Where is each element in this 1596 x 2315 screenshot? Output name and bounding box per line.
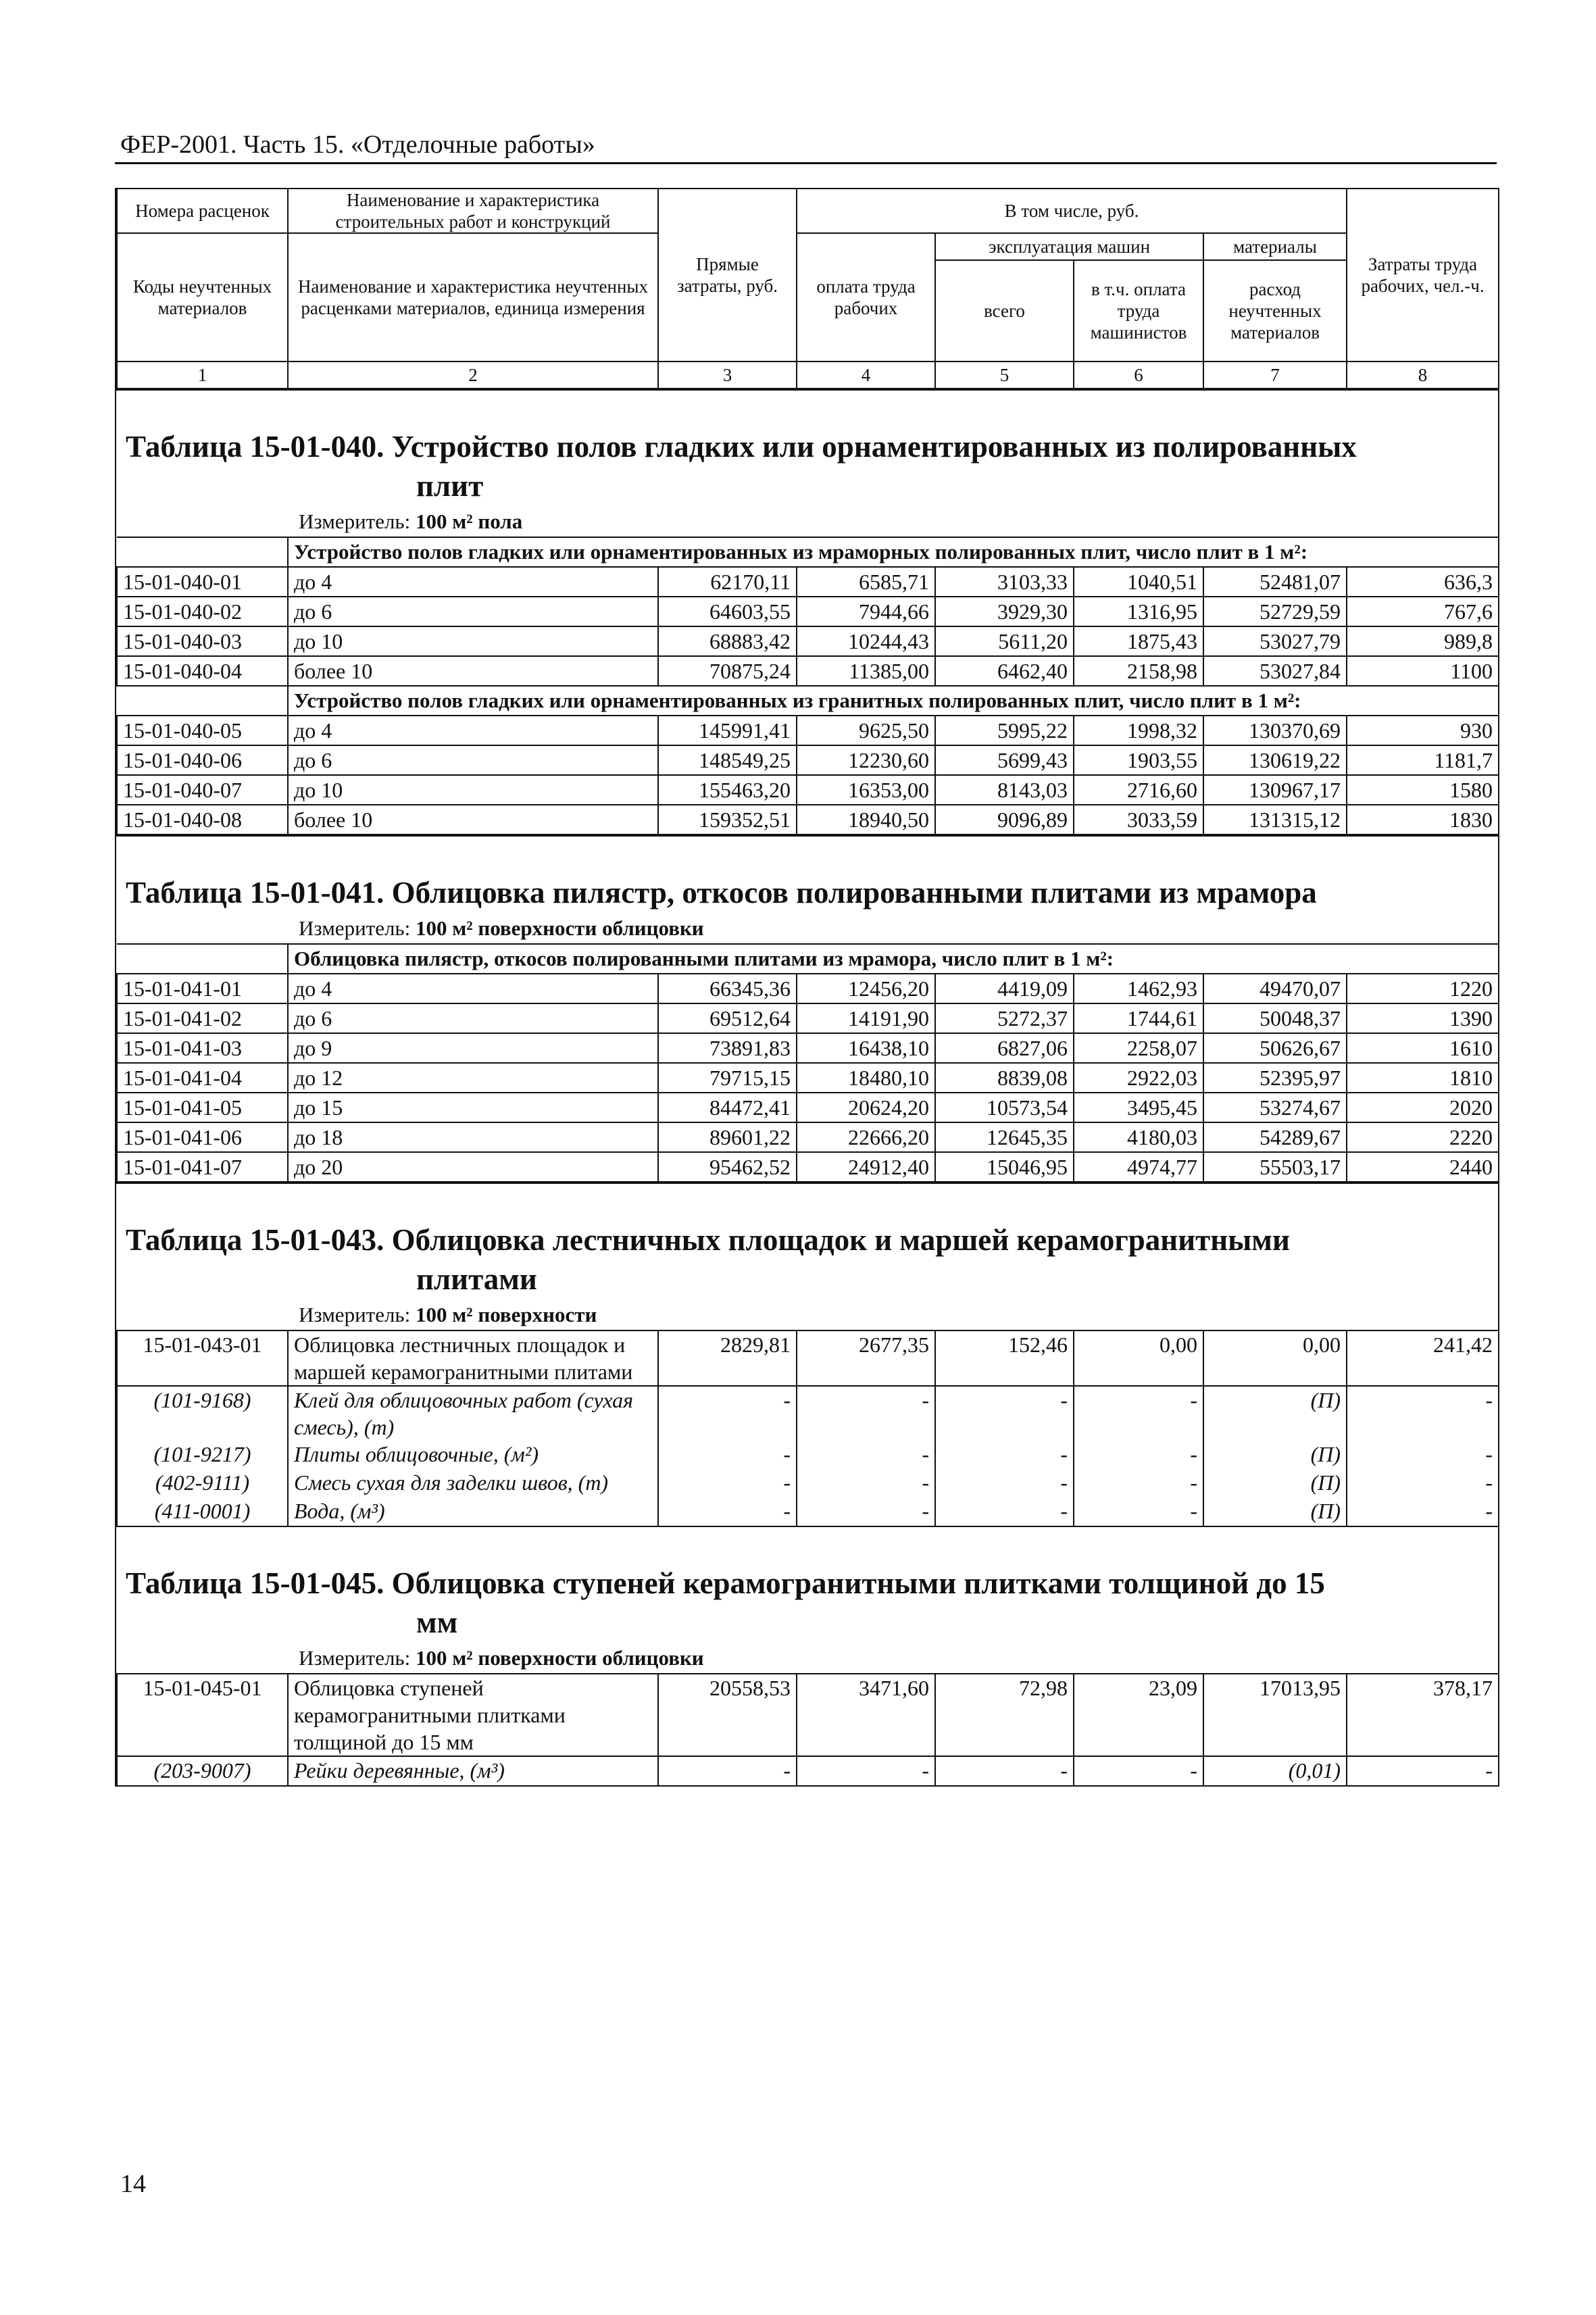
- cell: (411-0001): [117, 1497, 288, 1526]
- table-row: [117, 1063, 1499, 1093]
- cell: до 12: [288, 1063, 658, 1093]
- cell: -: [1347, 1441, 1499, 1469]
- cell: 52395,97: [1203, 1063, 1347, 1093]
- cell: 2716,60: [1074, 775, 1203, 805]
- cell: -: [1074, 1469, 1203, 1497]
- cell: 930: [1347, 716, 1499, 745]
- cell: 3471,60: [797, 1674, 935, 1756]
- cell: до 10: [288, 775, 658, 805]
- cell: 8839,08: [935, 1063, 1074, 1093]
- table-title-line1: Таблица 15-01-043. Облицовка лестничных площадок и маршей керамогранитными: [126, 1223, 1290, 1257]
- cell: 53027,84: [1203, 656, 1347, 686]
- cell: 2829,81: [658, 1330, 797, 1386]
- cell: 15-01-040-08: [117, 805, 288, 835]
- cell: (203-9007): [117, 1756, 288, 1785]
- cell: -: [797, 1441, 935, 1469]
- table-title: [116, 1201, 1498, 1299]
- cell: 12456,20: [797, 974, 935, 1003]
- cell: до 20: [288, 1152, 658, 1182]
- cell: 22666,20: [797, 1122, 935, 1152]
- cell: 152,46: [935, 1330, 1074, 1386]
- cell: -: [1074, 1497, 1203, 1526]
- cell: 4180,03: [1074, 1122, 1203, 1152]
- cell: 15-01-040-05: [117, 716, 288, 745]
- cell: 49470,07: [1203, 974, 1347, 1003]
- cell: 148549,25: [658, 745, 797, 775]
- cell: 16438,10: [797, 1033, 935, 1063]
- cell: 15-01-041-02: [117, 1003, 288, 1033]
- cell: до 15: [288, 1093, 658, 1122]
- col-number: 7: [1203, 362, 1347, 389]
- table-row: [117, 716, 1499, 745]
- group-label: Устройство полов гладких или орнаментированных из гранитных полированных плит, число плит в 1 м²:: [288, 686, 1499, 716]
- col4-header: оплата труда рабочих: [797, 233, 935, 362]
- cell: -: [1347, 1469, 1499, 1497]
- cell: 4974,77: [1074, 1152, 1203, 1182]
- cell: -: [797, 1756, 935, 1785]
- cell: 3033,59: [1074, 805, 1203, 835]
- table-row: [117, 974, 1499, 1003]
- cell: 1181,7: [1347, 745, 1499, 775]
- cell: до 4: [288, 974, 658, 1003]
- cell: -: [658, 1469, 797, 1497]
- cell: 15-01-040-03: [117, 626, 288, 656]
- cell: (101-9217): [117, 1441, 288, 1469]
- cell: 3929,30: [935, 597, 1074, 626]
- cell: 15-01-040-01: [117, 567, 288, 597]
- cell: более 10: [288, 805, 658, 835]
- cell: 24912,40: [797, 1152, 935, 1182]
- cell: 1810: [1347, 1063, 1499, 1093]
- cell: 69512,64: [658, 1003, 797, 1033]
- page-header: ФЕР-2001. Часть 15. «Отделочные работы»: [120, 130, 595, 159]
- cell: 0,00: [1203, 1330, 1347, 1386]
- cell: 10244,43: [797, 626, 935, 656]
- table-row: [117, 597, 1499, 626]
- table-row: [117, 1152, 1499, 1182]
- cell: 5699,43: [935, 745, 1074, 775]
- cell: 2020: [1347, 1093, 1499, 1122]
- cell: (0,01): [1203, 1756, 1347, 1785]
- cell: 52481,07: [1203, 567, 1347, 597]
- materials-header: материалы: [1203, 233, 1347, 260]
- cell: 767,6: [1347, 597, 1499, 626]
- col-number: 1: [117, 362, 288, 389]
- cell: 15-01-041-04: [117, 1063, 288, 1093]
- measure-value: 100 м² поверхности облицовки: [415, 1646, 704, 1670]
- cell: до 6: [288, 745, 658, 775]
- cell: 53274,67: [1203, 1093, 1347, 1122]
- cell: 1040,51: [1074, 567, 1203, 597]
- table-row: [117, 1122, 1499, 1152]
- cell: 15-01-041-03: [117, 1033, 288, 1063]
- cell: 1610: [1347, 1033, 1499, 1063]
- col7-header: расход неучтенных материалов: [1203, 260, 1347, 362]
- cell: 18940,50: [797, 805, 935, 835]
- col6-header: в т.ч. оплата труда машинистов: [1074, 260, 1203, 362]
- cell: 145991,41: [658, 716, 797, 745]
- measure-label: Измеритель:: [299, 1646, 411, 1670]
- machines-header: эксплуатация машин: [935, 233, 1203, 260]
- table-row: [117, 745, 1499, 775]
- cell: 52729,59: [1203, 597, 1347, 626]
- cell: 95462,52: [658, 1152, 797, 1182]
- material-row: [117, 1441, 1499, 1469]
- cell: 12645,35: [935, 1122, 1074, 1152]
- cell: 64603,55: [658, 597, 797, 626]
- cell: 378,17: [1347, 1674, 1499, 1756]
- table-title-line2: плитами: [416, 1262, 537, 1296]
- page-number: 14: [120, 2170, 146, 2198]
- cell: -: [1074, 1441, 1203, 1469]
- cell: -: [797, 1469, 935, 1497]
- group-header-row: [117, 944, 1499, 974]
- cell: -: [658, 1497, 797, 1526]
- measure-unit: [116, 1642, 1498, 1673]
- measure-unit: [116, 505, 1498, 537]
- cell: более 10: [288, 656, 658, 686]
- cell: 5995,22: [935, 716, 1074, 745]
- cell: 50048,37: [1203, 1003, 1347, 1033]
- cell: 1316,95: [1074, 597, 1203, 626]
- cell: 1998,32: [1074, 716, 1203, 745]
- cell: 14191,90: [797, 1003, 935, 1033]
- cell: 9096,89: [935, 805, 1074, 835]
- material-row: [117, 1469, 1499, 1497]
- cell: до 4: [288, 567, 658, 597]
- table-row: [117, 1033, 1499, 1063]
- cell: 15-01-041-07: [117, 1152, 288, 1182]
- cell: 2677,35: [797, 1330, 935, 1386]
- cell: 11385,00: [797, 656, 935, 686]
- column-numbers-row: [117, 362, 1499, 389]
- table-row: [117, 1674, 1499, 1756]
- cell: 15-01-041-06: [117, 1122, 288, 1152]
- table-title-line1: Таблица 15-01-040. Устройство полов гладких или орнаментированных из полированных: [126, 430, 1357, 464]
- col1-header-bottom: Коды неучтенных материалов: [117, 233, 288, 362]
- group-label: Облицовка пилястр, откосов полированными плитами из мрамора, число плит в 1 м²:: [288, 944, 1499, 974]
- cell: 70875,24: [658, 656, 797, 686]
- cell: 9625,50: [797, 716, 935, 745]
- measure-unit: [116, 1299, 1498, 1330]
- cell: (П): [1203, 1441, 1347, 1469]
- cell: 15-01-041-05: [117, 1093, 288, 1122]
- cell: 79715,15: [658, 1063, 797, 1093]
- cell: 8143,03: [935, 775, 1074, 805]
- cell: 159352,51: [658, 805, 797, 835]
- cell: 84472,41: [658, 1093, 797, 1122]
- cell: (101-9168): [117, 1386, 288, 1441]
- group-header-row: [117, 686, 1499, 716]
- cell: 68883,42: [658, 626, 797, 656]
- table-title-line1: Таблица 15-01-041. Облицовка пилястр, откосов полированными плитами из мрамора: [126, 876, 1317, 910]
- included-header: В том числе, руб.: [797, 189, 1347, 233]
- price-table: [116, 537, 1499, 835]
- cell: -: [797, 1386, 935, 1441]
- table-row: [117, 805, 1499, 835]
- cell: 5611,20: [935, 626, 1074, 656]
- cell: 241,42: [1347, 1330, 1499, 1386]
- cell: -: [797, 1497, 935, 1526]
- cell: 130967,17: [1203, 775, 1347, 805]
- table-title: [116, 408, 1498, 505]
- cell: 130370,69: [1203, 716, 1347, 745]
- cell: 15-01-045-01: [117, 1674, 288, 1756]
- cell: -: [935, 1756, 1074, 1785]
- table-title-line1: Таблица 15-01-045. Облицовка ступеней керамогранитными плитками толщиной до 15: [126, 1566, 1325, 1600]
- cell: до 6: [288, 597, 658, 626]
- cell: (402-9111): [117, 1469, 288, 1497]
- measure-value: 100 м² поверхности: [415, 1303, 597, 1326]
- measure-value: 100 м² пола: [415, 509, 523, 533]
- cell: 54289,67: [1203, 1122, 1347, 1152]
- col1-header-top: Номера расценок: [117, 189, 288, 233]
- cell: 5272,37: [935, 1003, 1074, 1033]
- cell: до 4: [288, 716, 658, 745]
- cell: 1462,93: [1074, 974, 1203, 1003]
- cell: 6827,06: [935, 1033, 1074, 1063]
- cell: 155463,20: [658, 775, 797, 805]
- cell: 17013,95: [1203, 1674, 1347, 1756]
- table-row: [117, 775, 1499, 805]
- col-number: 3: [658, 362, 797, 389]
- cell: 62170,11: [658, 567, 797, 597]
- cell: -: [935, 1469, 1074, 1497]
- table-title: [116, 1545, 1498, 1642]
- col-number: 5: [935, 362, 1074, 389]
- cell: -: [935, 1441, 1074, 1469]
- cell: 15046,95: [935, 1152, 1074, 1182]
- cell: -: [1347, 1756, 1499, 1785]
- cell: 12230,60: [797, 745, 935, 775]
- cell: (П): [1203, 1497, 1347, 1526]
- material-row: [117, 1497, 1499, 1526]
- measure-unit: [116, 912, 1498, 943]
- cell: Рейки деревянные, (м³): [288, 1756, 658, 1785]
- cell: 10573,54: [935, 1093, 1074, 1122]
- cell: 1903,55: [1074, 745, 1203, 775]
- cell: 15-01-040-02: [117, 597, 288, 626]
- col2-header-bottom: Наименование и характеристика неучтенных расценками материалов, единица измерения: [288, 233, 658, 362]
- col-number: 8: [1347, 362, 1499, 389]
- cell: 1744,61: [1074, 1003, 1203, 1033]
- cell: Смесь сухая для заделки швов, (т): [288, 1469, 658, 1497]
- cell: 15-01-040-04: [117, 656, 288, 686]
- document-body: [115, 188, 1499, 1787]
- cell: 7944,66: [797, 597, 935, 626]
- cell: 2220: [1347, 1122, 1499, 1152]
- cell: -: [658, 1756, 797, 1785]
- table-title-line2: мм: [416, 1605, 458, 1639]
- cell: 1580: [1347, 775, 1499, 805]
- cell: 20558,53: [658, 1674, 797, 1756]
- cell: 4419,09: [935, 974, 1074, 1003]
- cell: 18480,10: [797, 1063, 935, 1093]
- cell: -: [1074, 1756, 1203, 1785]
- cell: (П): [1203, 1386, 1347, 1441]
- table-row: [117, 626, 1499, 656]
- cell: 66345,36: [658, 974, 797, 1003]
- cell: 72,98: [935, 1674, 1074, 1756]
- col-number: 2: [288, 362, 658, 389]
- header-rule: [115, 162, 1497, 164]
- table-row: [117, 1330, 1499, 1386]
- table-title-line2: плит: [416, 469, 484, 503]
- cell: -: [658, 1386, 797, 1441]
- cell: 131315,12: [1203, 805, 1347, 835]
- cell: 20624,20: [797, 1093, 935, 1122]
- sections-container: [116, 389, 1498, 1785]
- cell: 636,3: [1347, 567, 1499, 597]
- cell: 16353,00: [797, 775, 935, 805]
- col5-header: всего: [935, 260, 1074, 362]
- cell: 3495,45: [1074, 1093, 1203, 1122]
- table-row: [117, 656, 1499, 686]
- cell: Облицовка ступеней керамогранитными плитками толщиной до 15 мм: [288, 1674, 658, 1756]
- cell: Облицовка лестничных площадок и маршей керамогранитными плитами: [288, 1330, 658, 1386]
- table-row: [117, 1003, 1499, 1033]
- cell: 1390: [1347, 1003, 1499, 1033]
- cell: Вода, (м³): [288, 1497, 658, 1526]
- col3-header: Прямые затраты, руб.: [658, 189, 797, 362]
- cell: 2158,98: [1074, 656, 1203, 686]
- table-row: [117, 1093, 1499, 1122]
- group-spacer: [117, 537, 288, 567]
- col-number: 4: [797, 362, 935, 389]
- measure-label: Измеритель:: [299, 509, 411, 533]
- cell: -: [935, 1497, 1074, 1526]
- table-row: [117, 567, 1499, 597]
- cell: до 9: [288, 1033, 658, 1063]
- cell: -: [1347, 1497, 1499, 1526]
- cell: 2258,07: [1074, 1033, 1203, 1063]
- cell: 15-01-040-06: [117, 745, 288, 775]
- cell: 0,00: [1074, 1330, 1203, 1386]
- cell: 1875,43: [1074, 626, 1203, 656]
- cell: до 10: [288, 626, 658, 656]
- cell: 1220: [1347, 974, 1499, 1003]
- measure-label: Измеритель:: [299, 916, 411, 940]
- cell: 73891,83: [658, 1033, 797, 1063]
- table-title: [116, 854, 1498, 912]
- cell: 6462,40: [935, 656, 1074, 686]
- group-header-row: [117, 537, 1499, 567]
- measure-value: 100 м² поверхности облицовки: [415, 916, 704, 940]
- group-label: Устройство полов гладких или орнаментированных из мраморных полированных плит, число плит в 1 м²:: [288, 537, 1499, 567]
- col8-header: Затраты труда рабочих, чел.-ч.: [1347, 189, 1499, 362]
- cell: -: [935, 1386, 1074, 1441]
- col-number: 6: [1074, 362, 1203, 389]
- cell: 15-01-043-01: [117, 1330, 288, 1386]
- cell: 53027,79: [1203, 626, 1347, 656]
- cell: 6585,71: [797, 567, 935, 597]
- group-spacer: [117, 944, 288, 974]
- cell: 1830: [1347, 805, 1499, 835]
- price-table: [116, 943, 1499, 1183]
- price-table-043: [116, 1330, 1499, 1526]
- column-header-table: [116, 188, 1499, 389]
- cell: (П): [1203, 1469, 1347, 1497]
- cell: 23,09: [1074, 1674, 1203, 1756]
- cell: Клей для облицовочных работ (сухая смесь), (т): [288, 1386, 658, 1441]
- material-row: [117, 1756, 1499, 1785]
- cell: 130619,22: [1203, 745, 1347, 775]
- group-spacer: [117, 686, 288, 716]
- cell: -: [1074, 1386, 1203, 1441]
- cell: 55503,17: [1203, 1152, 1347, 1182]
- cell: 15-01-041-01: [117, 974, 288, 1003]
- cell: -: [1347, 1386, 1499, 1441]
- cell: до 18: [288, 1122, 658, 1152]
- measure-label: Измеритель:: [299, 1303, 411, 1326]
- cell: 2922,03: [1074, 1063, 1203, 1093]
- cell: 50626,67: [1203, 1033, 1347, 1063]
- cell: Плиты облицовочные, (м²): [288, 1441, 658, 1469]
- cell: -: [658, 1441, 797, 1469]
- cell: 3103,33: [935, 567, 1074, 597]
- cell: 1100: [1347, 656, 1499, 686]
- cell: 989,8: [1347, 626, 1499, 656]
- price-table-045: [116, 1673, 1499, 1785]
- cell: 15-01-040-07: [117, 775, 288, 805]
- cell: 2440: [1347, 1152, 1499, 1182]
- material-row: [117, 1386, 1499, 1441]
- col2-header-top: Наименование и характеристика строительных работ и конструкций: [288, 189, 658, 233]
- cell: до 6: [288, 1003, 658, 1033]
- cell: 89601,22: [658, 1122, 797, 1152]
